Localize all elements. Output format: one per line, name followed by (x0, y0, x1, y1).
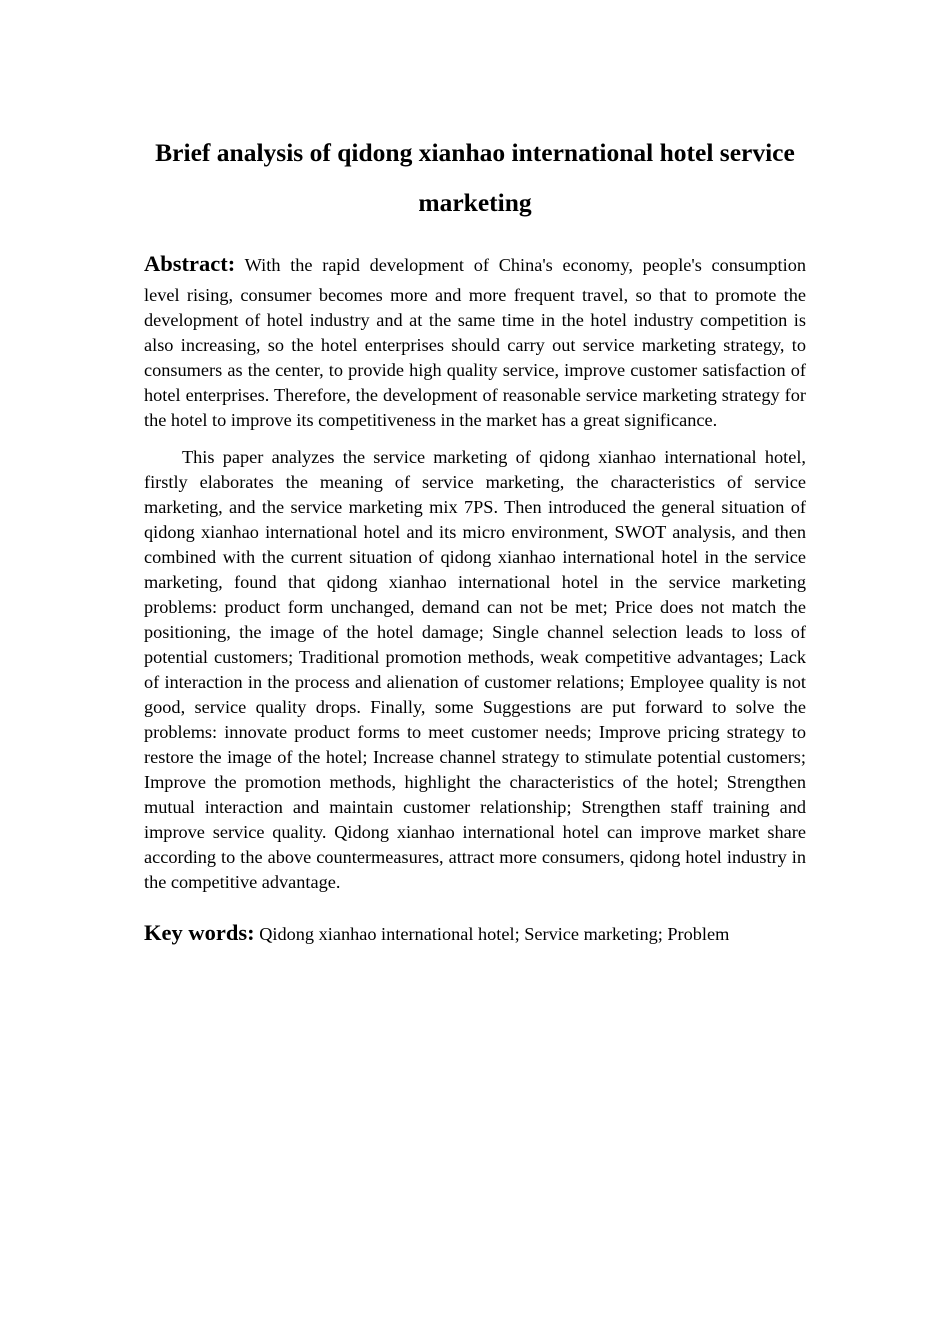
paper-title: Brief analysis of qidong xianhao international hotel service marketing (155, 138, 795, 217)
abstract-label: Abstract: (144, 251, 236, 276)
keywords-label: Key words: (144, 920, 255, 945)
abstract-first-line (144, 246, 806, 283)
abstract-paragraph-1 (144, 246, 806, 433)
keywords-text: Qidong xianhao international hotel; Service marketing; Problem (259, 924, 730, 944)
abstract-first-line-text: With the rapid development of China's economy, people's consumption (244, 255, 806, 275)
abstract-paragraph-2: This paper analyzes the service marketing of qidong xianhao international hotel, firstly elaborates the meaning of service marketing, the characteristics of service marketing, and the service marketing mix 7PS. Then introduced the general situation of qidong xianhao international hotel and its micro environment, SWOT analysis, and then combined with the current situation of qidong xianhao international hotel in the service marketing, found that qidong xianhao international hotel in the service marketing problems: product form unchanged, demand can not be met; Price does not match the positioning, the image of the hotel damage; Single channel selection leads to loss of potential customers; Traditional promotion methods, weak competitive advantages; Lack of interaction in the process and alienation of customer relations; Employee quality is not good, service quality drops. Finally, some Suggestions are put forward to solve the problems: innovate product forms to meet customer needs; Improve pricing strategy to restore the image of the hotel; Increase channel strategy to stimulate potential customers; Improve the promotion methods, highlight the characteristics of the hotel; Strengthen mutual interaction and maintain customer relationship; Strengthen staff training and improve service quality. Qidong xianhao international hotel can improve market share according to the above countermeasures, attract more consumers, qidong hotel industry in the competitive advantage. (144, 447, 806, 892)
keywords-line (144, 915, 806, 952)
document-page (144, 128, 806, 952)
abstract-body-text: level rising, consumer becomes more and more frequent travel, so that to promote the development of hotel industry and at the same time in the hotel industry competition is also increasing, so the hotel enterprises should carry out service marketing strategy, to consumers as the center, to provide high quality service, improve customer satisfaction of hotel enterprises. Therefore, the development of reasonable service marketing strategy for the hotel to improve its competitiveness in the market has a great significance. (144, 285, 806, 430)
